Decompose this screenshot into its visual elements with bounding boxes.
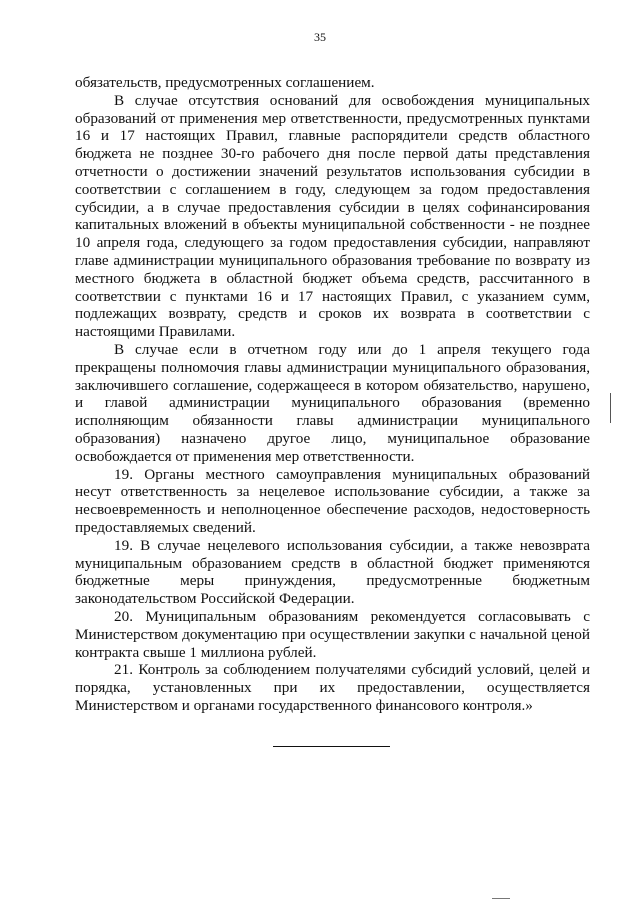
paragraph-21-control: 21. Контроль за соблюдением получателями субсидий условий, целей и порядка, установленных при их предоставлении, осуществляется Министерством и органами государственного финансового контроля.» — [75, 661, 590, 714]
closing-divider — [273, 746, 390, 747]
paragraph-19-responsibility: 19. Органы местного самоуправления муниципальных образований несут ответственность за нецелевое использование субсидии, а также за несвоевременность и неполноценное обеспечение расходов, недостоверность предоставляемых сведений. — [75, 465, 590, 536]
page-number: 35 — [314, 30, 326, 44]
document-body — [75, 74, 590, 715]
paragraph-continuation: обязательств, предусмотренных соглашением. — [75, 74, 375, 91]
margin-scan-mark — [610, 393, 611, 423]
paragraph-19-misuse: 19. В случае нецелевого использования субсидии, а также невозврата муниципальным образованием средств в областной бюджет применяются бюджетные меры принуждения, предусмотренные бюджетным законодательством Российской Федерации. — [75, 536, 590, 608]
paragraph-exemption: В случае если в отчетном году или до 1 апреля текущего года прекращены полномочия главы администрации муниципального образования, заключившего соглашение, содержащееся в котором обязательство, нарушено, и главой администрации муниципального образования (временно исполняющим обязанности главы администрации муниципального образования) назначено другое лицо, муниципальное образование освобождается от применения мер ответственности. — [75, 340, 590, 465]
paragraph-refund-requirement: В случае отсутствия оснований для освобождения муниципальных образований от применения мер ответственности, предусмотренных пунктами 16 и 17 настоящих Правил, главные распорядители средств областного бюджета не позднее 30-го рабочего дня после первой даты представления отчетности о достижении значений результатов использования субсидии в соответствии с соглашением в году, следующем за годом предоставления субсидии, а в случае предоставления субсидии в целях софинансирования капитальных вложений в объекты муниципальной собственности - не позднее 10 апреля года, следующего за годом предоставления субсидии, направляют главе администрации муниципального образования требование по возврату из местного бюджета в областной бюджет объема средств, рассчитанного в соответствии с пунктами 16 и 17 настоящих Правил, с указанием сумм, подлежащих возврату, средств и сроков их возврата в соответствии с настоящими Правилами. — [75, 91, 590, 341]
paragraph-20-procurement: 20. Муниципальным образованиям рекомендуется согласовывать с Министерством документацию при осуществлении закупки с начальной ценой контракта свыше 1 миллиона рублей. — [75, 607, 590, 661]
footer-scan-mark — [492, 898, 510, 899]
